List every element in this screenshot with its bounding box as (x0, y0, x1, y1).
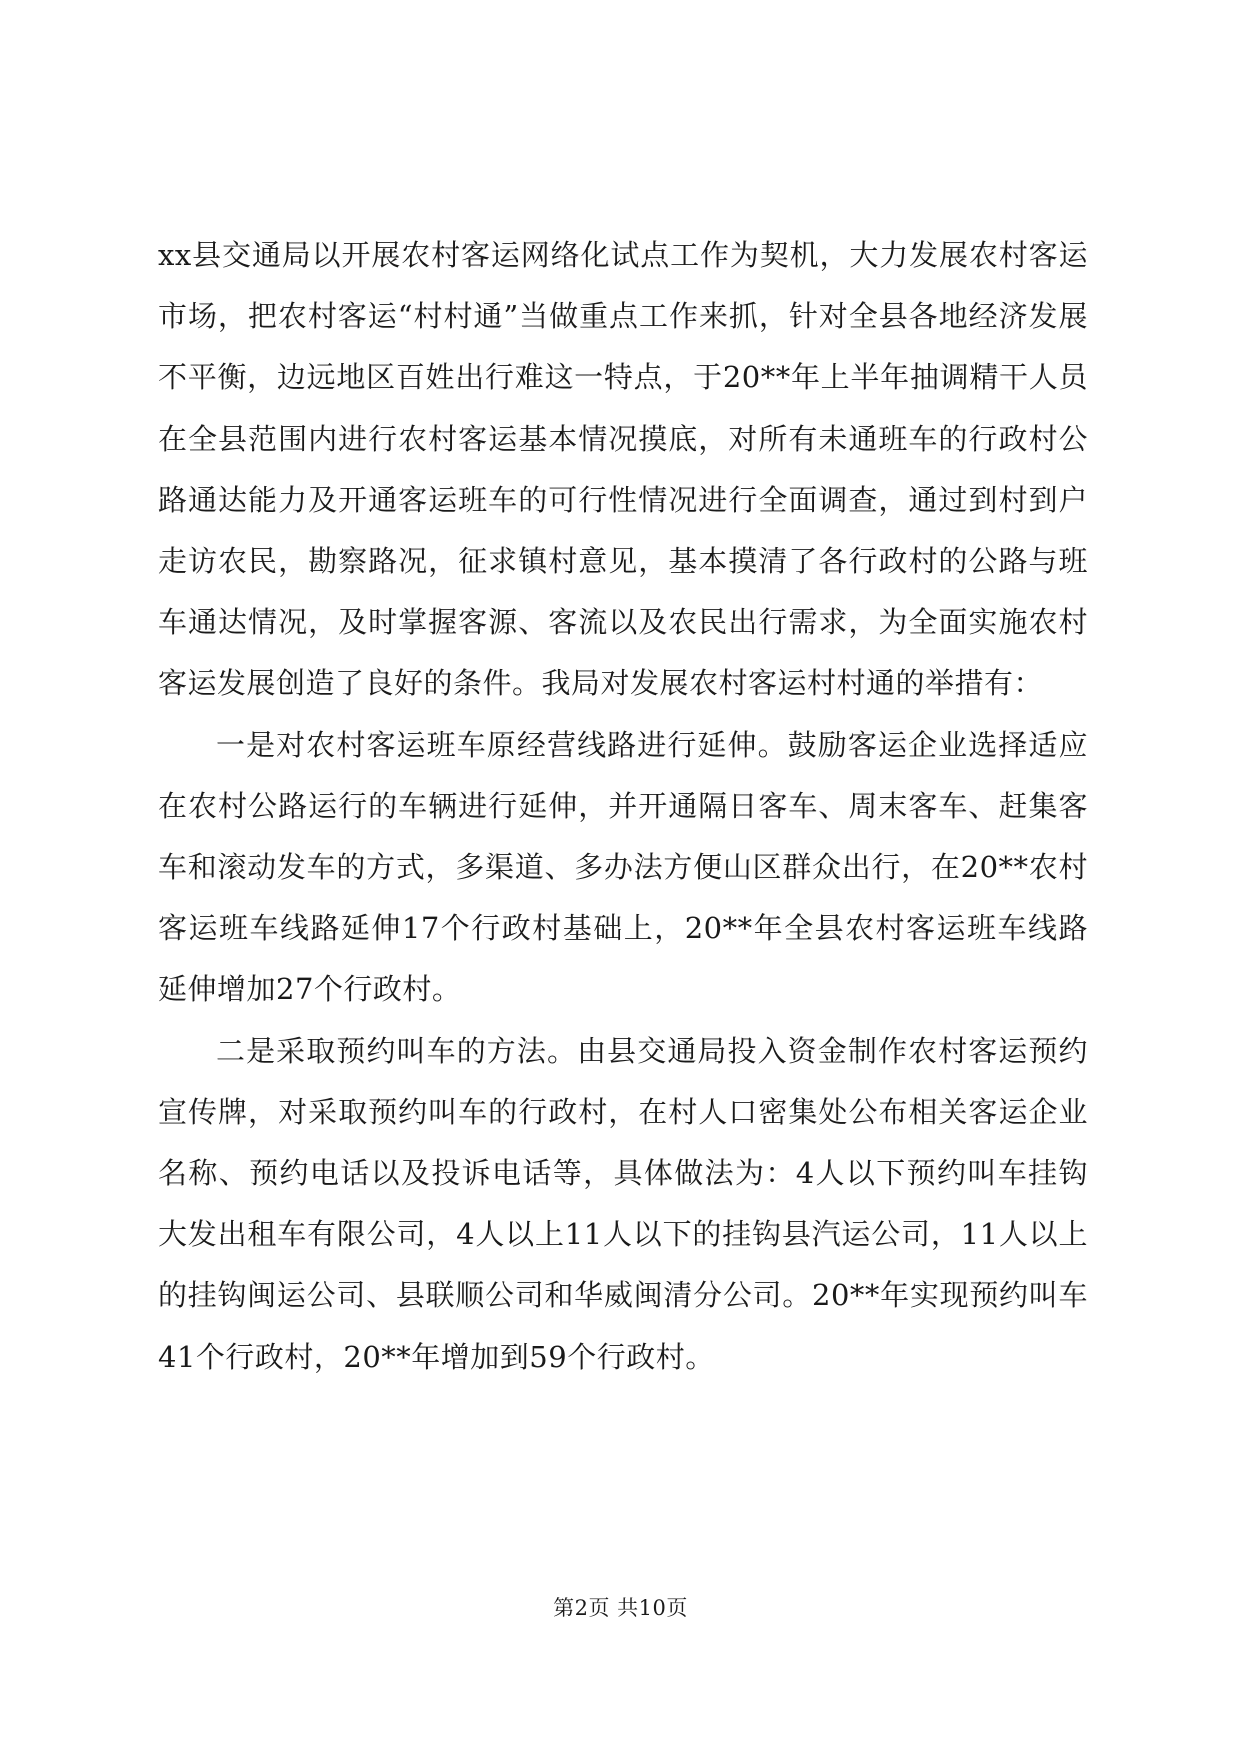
paragraph-intro: xx县交通局以开展农村客运网络化试点工作为契机，大力发展农村客运市场，把农村客运“村村通”当做重点工作来抓，针对全县各地经济发展不平衡，边远地区百姓出行难这一特点，于20**年上半年抽调精干人员在全县范围内进行农村客运基本情况摸底，对所有未通班车的行政村公路通达能力及开通客运班车的可行性情况进行全面调查，通过到村到户走访农民，勘察路况，征求镇村意见，基本摸清了各行政村的公路与班车通达情况，及时掌握客源、客流以及农民出行需求，为全面实施农村客运发展创造了良好的条件。我局对发展农村客运村村通的举措有： (158, 238, 1088, 701)
paragraph-measure-one: 一是对农村客运班车原经营线路进行延伸。鼓励客运企业选择适应在农村公路运行的车辆进行延伸，并开通隔日客车、周末客车、赶集客车和滚动发车的方式，多渠道、多办法方便山区群众出行，在20**农村客运班车线路延伸17个行政村基础上，20**年全县农村客运班车线路延伸增加27个行政村。 (158, 727, 1088, 1007)
page-number-footer: 第2页 共10页 (553, 1596, 688, 1620)
paragraph-measure-two: 二是采取预约叫车的方法。由县交通局投入资金制作农村客运预约宣传牌，对采取预约叫车的行政村，在村人口密集处公布相关客运企业名称、预约电话以及投诉电话等，具体做法为：4人以下预约叫车挂钩大发出租车有限公司，4人以上11人以下的挂钩县汽运公司，11人以上的挂钩闽运公司、县联顺公司和华威闽清分公司。20**年实现预约叫车41个行政村，20**年增加到59个行政村。 (158, 1033, 1088, 1374)
document-body (158, 225, 1088, 1388)
